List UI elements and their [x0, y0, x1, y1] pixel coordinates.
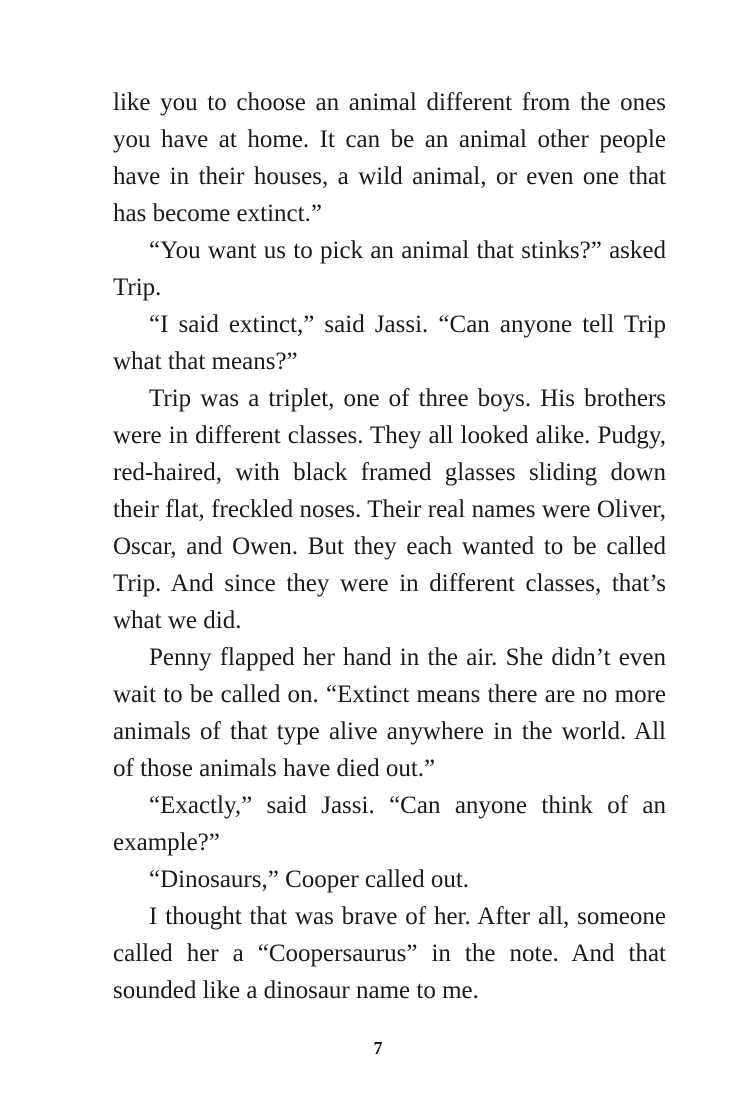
paragraph: I thought that was brave of her. After all, someone called her a “Coopersaurus” in the note. And that sounded like a dinosaur name to me. [113, 903, 666, 1004]
paragraph: Trip was a triplet, one of three boys. His brothers were in different classes. They all looked alike. Pudgy, red-haired, with black framed glasses sliding down their flat, freckled noses. Their real names were Oliver, Oscar, and Owen. But they each wanted to be called Trip. And since they were in different classes, that’s what we did. [113, 385, 666, 634]
paragraph: “Exactly,” said Jassi. “Can anyone think of an example?” [113, 792, 666, 856]
paragraph: “Dinosaurs,” Cooper called out. [149, 866, 470, 893]
paragraph: like you to choose an animal different from the ones you have at home. It can be an animal other people have in their houses, a wild animal, or even one that has become extinct.” [113, 89, 666, 227]
paragraph: Penny flapped her hand in the air. She didn’t even wait to be called on. “Extinct means there are no more animals of that type alive anywhere in the world. All of those animals have died out.” [113, 644, 666, 782]
page-number: 7 [373, 1038, 383, 1058]
paragraph: “You want us to pick an animal that stinks?” asked Trip. [113, 237, 666, 301]
body-text [113, 84, 666, 1009]
paragraph: “I said extinct,” said Jassi. “Can anyone tell Trip what that means?” [113, 311, 666, 375]
